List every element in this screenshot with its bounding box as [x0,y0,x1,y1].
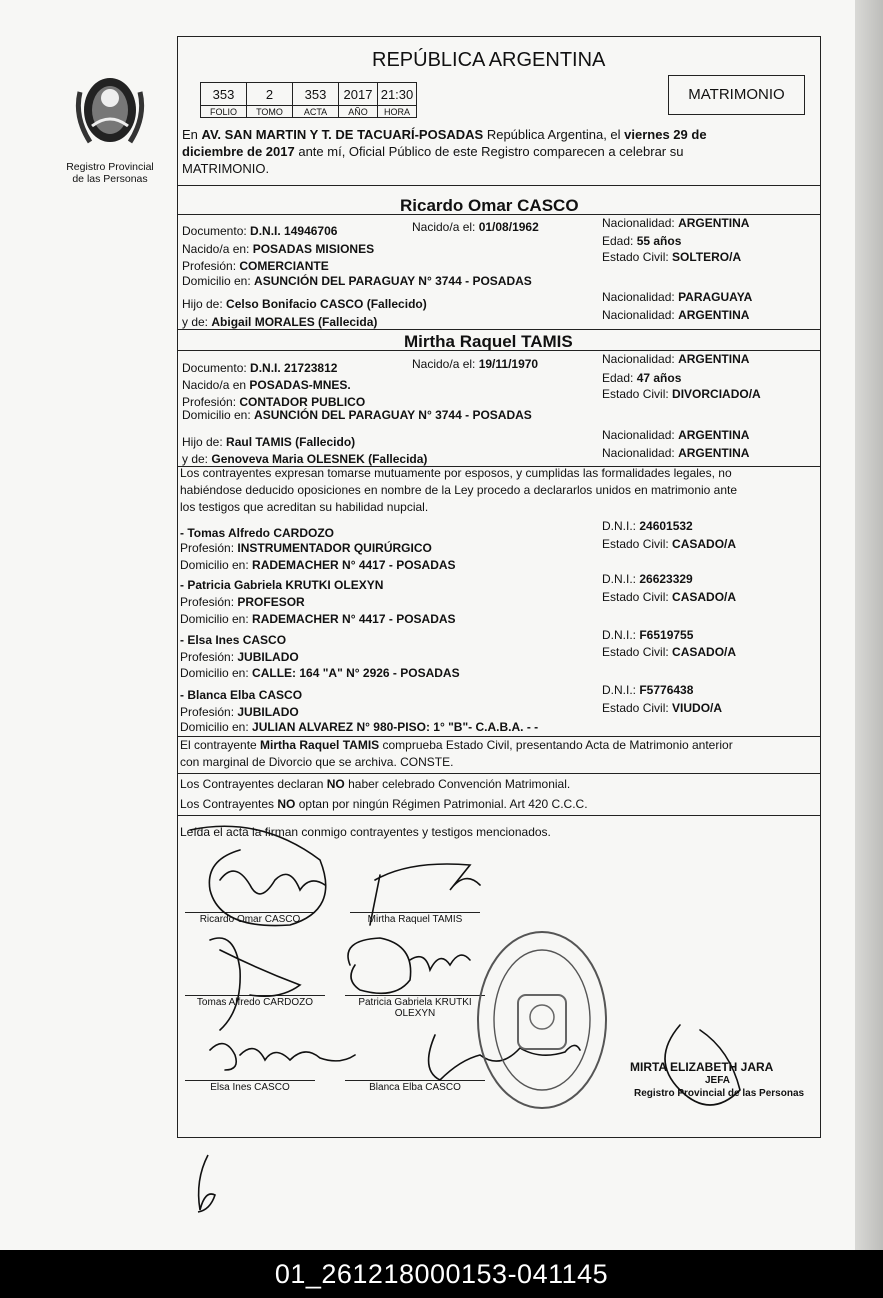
signature-label: Elsa Ines CASCO [185,1080,315,1093]
spouse2-civil-status: Estado Civil: DIVORCIADO/A [602,387,761,401]
anio-label: AÑO [339,106,378,118]
signature-ricardo [190,826,326,925]
registry-name-2: de las Personas [72,173,148,185]
spouse2-birthplace: Nacido/a en POSADAS-MNES. [182,378,351,392]
spouse1-profession: Profesión: COMERCIANTE [182,259,329,273]
intro-line-2: diciembre de 2017 ante mí, Oficial Público de este Registro comparecen a celebrar su [182,144,684,159]
witness-profession: Profesión: INSTRUMENTADOR QUIRÚRGICO [180,541,432,555]
declaration-line-2: habiéndose deducido oposiciones en nombre de la Ley procedo a declararlos unidos en matrimonio ante [180,483,738,497]
divider [177,815,821,816]
divider [177,736,821,737]
official-role: JEFA [705,1075,731,1086]
acta-value: 353 [293,83,339,106]
closing-statement: Leída el acta la firman conmigo contrayentes y testigos mencionados. [180,825,551,839]
intro-line-3: MATRIMONIO. [182,161,270,176]
witness-address: Domicilio en: JULIAN ALVAREZ N° 980-PISO: 1° "B"- C.A.B.A. - - [180,720,539,734]
spouse1-father: Hijo de: Celso Bonifacio CASCO (Fallecido) [182,297,427,311]
folio-label: FOLIO [201,106,247,118]
spouse2-name: Mirtha Raquel TAMIS [404,332,573,351]
witness-profession: Profesión: PROFESOR [180,595,305,609]
witness-civil-status: Estado Civil: CASADO/A [602,590,737,604]
province-logo [60,62,160,185]
spouse2-mother: y de: Genoveva Maria OLESNEK (Fallecida) [182,452,428,466]
witness-name: - Tomas Alfredo CARDOZO [180,526,335,540]
witness-civil-status: Estado Civil: CASADO/A [602,537,737,551]
registry-name: Registro Provincial [66,161,154,173]
spouse2-birthdate: Nacido/a el: 19/11/1970 [412,357,539,371]
misiones-shield-icon [70,62,150,152]
convention-statement: Los Contrayentes declaran NO haber celebrado Convención Matrimonial. [180,777,571,791]
divider [177,214,821,215]
anio-value: 2017 [339,83,378,106]
witness-civil-status: Estado Civil: CASADO/A [602,645,737,659]
witness-dni: D.N.I.: 26623329 [602,572,693,586]
footer-code: 01_261218000153-041145 [0,1250,883,1298]
signature-label: Patricia Gabriela KRUTKI OLEXYN [345,995,485,1019]
witness-address: Domicilio en: RADEMACHER N° 4417 - POSADAS [180,558,456,572]
civil-status-note-1: El contrayente Mirtha Raquel TAMIS comprueba Estado Civil, presentando Acta de Matrimonio anterior [180,738,733,752]
spouse1-nationality: Nacionalidad: ARGENTINA [602,216,750,230]
divider [177,350,821,351]
hora-value: 21:30 [378,83,417,106]
spouse2-age: Edad: 47 años [602,371,682,385]
declaration-line-3: los testigos que acreditan su habilidad nupcial. [180,500,429,514]
spouse2-address: Domicilio en: ASUNCIÓN DEL PARAGUAY N° 3744 - POSADAS [182,408,532,422]
witness-name: - Patricia Gabriela KRUTKI OLEXYN [180,578,384,592]
spouse2-profession: Profesión: CONTADOR PUBLICO [182,395,366,409]
divider [177,773,821,774]
witness-address: Domicilio en: CALLE: 164 "A" N° 2926 - POSADAS [180,666,460,680]
document-type-box: MATRIMONIO [668,75,805,115]
witness-dni: D.N.I.: F5776438 [602,683,694,697]
tomo-value: 2 [247,83,293,106]
intro-line-1: En AV. SAN MARTIN Y T. DE TACUARÍ-POSADAS República Argentina, el viernes 29 de [182,127,707,142]
signature-tomas [210,938,300,1030]
acta-label: ACTA [293,106,339,118]
witness-dni: D.N.I.: 24601532 [602,519,693,533]
witness-address: Domicilio en: RADEMACHER N° 4417 - POSADAS [180,612,456,626]
paper-edge [855,0,883,1250]
spouse1-birthplace: Nacido/a en: POSADAS MISIONES [182,242,375,256]
witness-name: - Elsa Ines CASCO [180,633,287,647]
divider [177,329,821,330]
margin-initial [190,1150,220,1220]
page-title: REPÚBLICA ARGENTINA [372,49,606,71]
signature-label: Blanca Elba CASCO [345,1080,485,1093]
civil-status-note-2: con marginal de Divorcio que se archiva. CONSTE. [180,755,454,769]
witness-civil-status: Estado Civil: VIUDO/A [602,701,723,715]
signature-label: Ricardo Omar CASCO [185,912,315,925]
signature-label: Mirtha Raquel TAMIS [350,912,480,925]
signature-patricia [348,938,411,993]
spouse1-father-nationality: Nacionalidad: PARAGUAYA [602,290,753,304]
signature-mirtha [370,864,480,925]
spouse1-birthdate: Nacido/a el: 01/08/1962 [412,220,539,234]
tomo-label: TOMO [247,106,293,118]
spouse2-father-nationality: Nacionalidad: ARGENTINA [602,428,750,442]
divider [177,185,821,186]
spouse1-mother-nationality: Nacionalidad: ARGENTINA [602,308,750,322]
spouse1-document: Documento: D.N.I. 14946706 [182,224,338,238]
witness-profession: Profesión: JUBILADO [180,705,299,719]
spouse2-document: Documento: D.N.I. 21723812 [182,361,338,375]
spouse1-address: Domicilio en: ASUNCIÓN DEL PARAGUAY N° 3744 - POSADAS [182,274,532,288]
signature-elsa [210,1044,355,1070]
registry-seal-icon [472,925,612,1115]
witness-dni: D.N.I.: F6519755 [602,628,694,642]
witness-profession: Profesión: JUBILADO [180,650,299,664]
spouse1-civil-status: Estado Civil: SOLTERO/A [602,250,742,264]
witness-name: - Blanca Elba CASCO [180,688,303,702]
official-name: MIRTA ELIZABETH JARA [630,1060,774,1074]
spouse1-name: Ricardo Omar CASCO [400,196,579,215]
spouse2-father: Hijo de: Raul TAMIS (Fallecido) [182,435,356,449]
regime-statement: Los Contrayentes NO optan por ningún Régimen Patrimonial. Art 420 C.C.C. [180,797,588,811]
folio-value: 353 [201,83,247,106]
official-office: Registro Provincial de las Personas [634,1088,805,1099]
spouse2-mother-nationality: Nacionalidad: ARGENTINA [602,446,750,460]
signature-label: Tomas Alfredo CARDOZO [185,995,325,1008]
declaration-line-1: Los contrayentes expresan tomarse mutuamente por esposos, y cumplidas las formalidades legales, no [180,466,732,480]
hora-label: HORA [378,106,417,118]
spouse1-age: Edad: 55 años [602,234,682,248]
spouse1-mother: y de: Abigail MORALES (Fallecida) [182,315,378,329]
spouse2-nationality: Nacionalidad: ARGENTINA [602,352,750,366]
act-reference-table [200,82,417,118]
